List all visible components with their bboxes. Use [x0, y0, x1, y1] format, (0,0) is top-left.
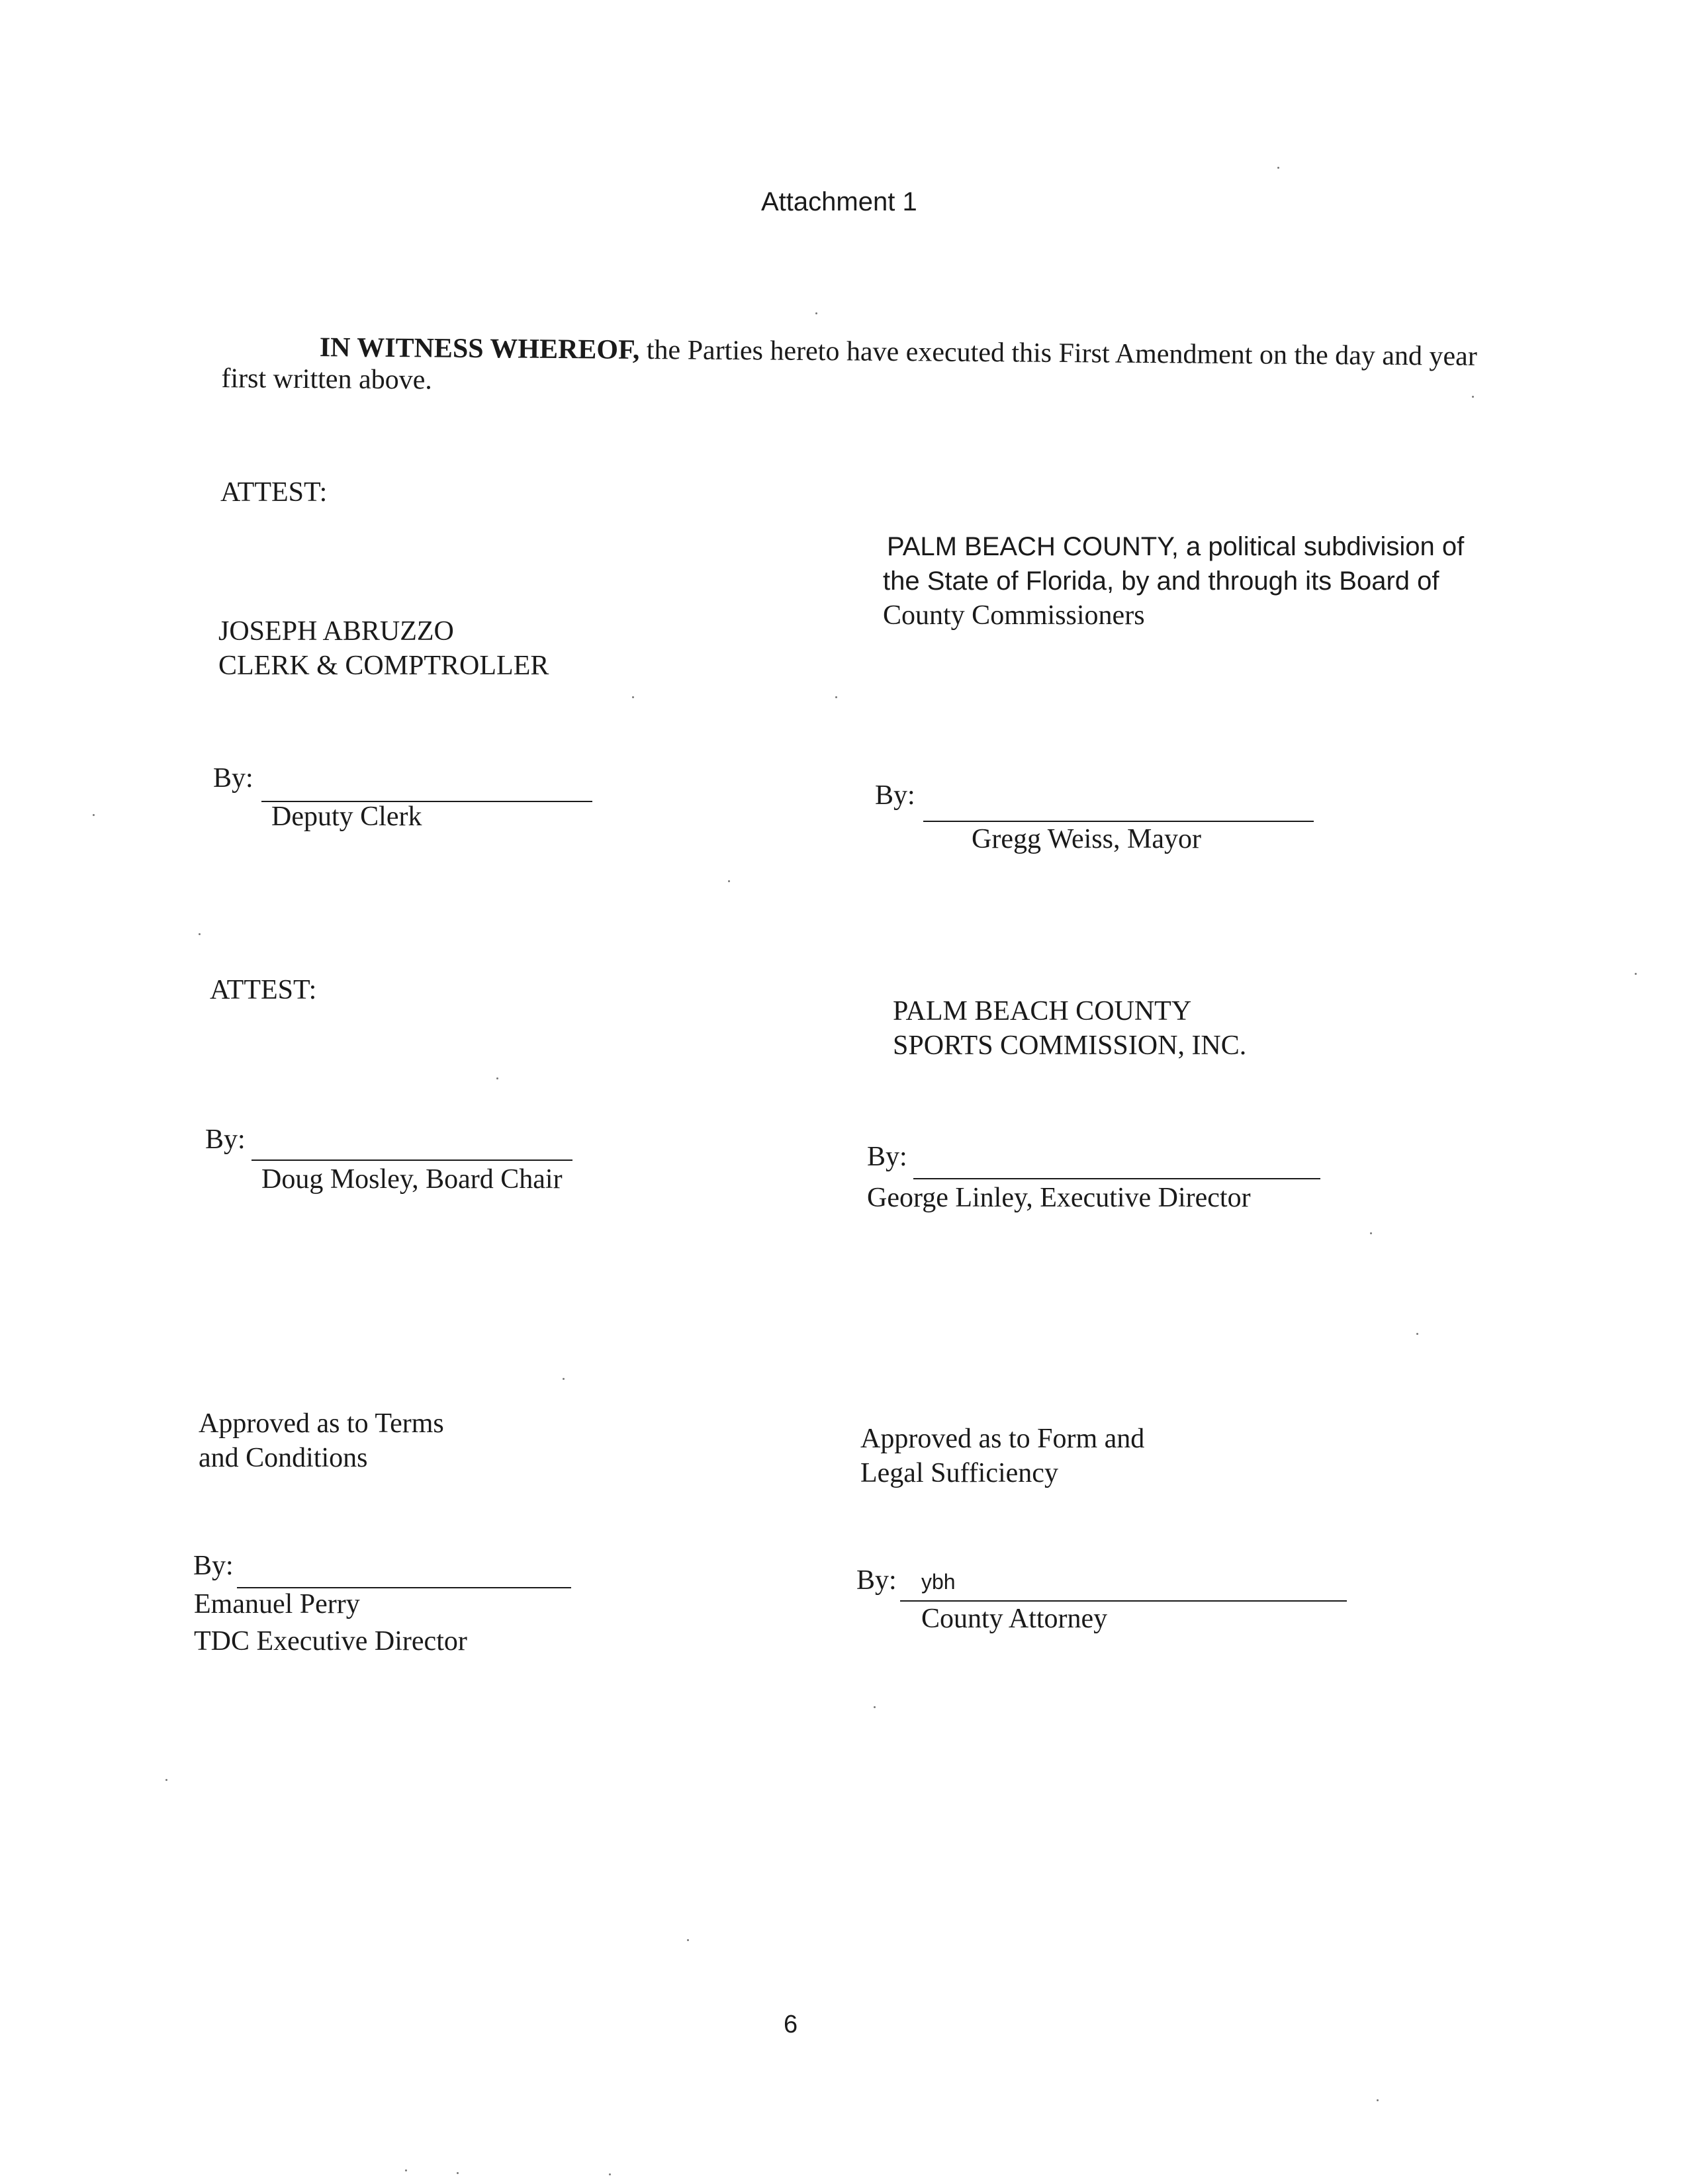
signer-mayor: Gregg Weiss, Mayor — [972, 824, 1201, 854]
scan-speck — [609, 2173, 611, 2175]
scan-speck — [1416, 1333, 1418, 1335]
page-number: 6 — [784, 2011, 798, 2038]
scan-speck — [563, 1378, 565, 1380]
scan-speck — [632, 696, 634, 698]
scan-speck — [687, 1939, 689, 1941]
scan-speck — [728, 880, 730, 882]
attorney-initials: ybh — [921, 1570, 956, 1594]
by-label-executive-director: By: — [867, 1142, 907, 1172]
scan-speck — [165, 1779, 167, 1781]
signer-board-chair: Doug Mosley, Board Chair — [261, 1164, 563, 1195]
scan-speck — [1472, 396, 1474, 398]
signer-tdc-title: TDC Executive Director — [194, 1626, 467, 1657]
county-line-3: County Commissioners — [883, 600, 1145, 631]
org-line-1: PALM BEACH COUNTY — [893, 996, 1192, 1026]
scan-speck — [1377, 2099, 1379, 2101]
by-label-deputy-clerk: By: — [213, 763, 253, 794]
approval-terms-line-1: Approved as to Terms — [199, 1408, 444, 1439]
by-label-county-attorney: By: — [856, 1565, 897, 1596]
signature-line-executive-director[interactable] — [913, 1178, 1320, 1179]
witness-paragraph — [221, 331, 1479, 404]
signature-line-board-chair[interactable] — [251, 1160, 572, 1161]
clerk-name: JOSEPH ABRUZZO — [218, 616, 454, 647]
witness-bold-lead: IN WITNESS WHEREOF, — [319, 332, 640, 365]
approval-terms-line-2: and Conditions — [199, 1443, 368, 1473]
scan-speck — [199, 933, 201, 935]
clerk-title: CLERK & COMPTROLLER — [218, 651, 549, 681]
by-label-mayor: By: — [875, 780, 915, 811]
scan-speck — [815, 312, 817, 314]
scan-speck — [1635, 973, 1637, 975]
county-line-2: the State of Florida, by and through its Board of — [883, 567, 1439, 596]
approval-form-line-2: Legal Sufficiency — [860, 1458, 1058, 1488]
scan-speck — [93, 814, 95, 816]
scan-speck — [405, 2169, 407, 2171]
org-line-2: SPORTS COMMISSION, INC. — [893, 1030, 1247, 1061]
signer-executive-director: George Linley, Executive Director — [867, 1183, 1251, 1213]
scan-speck — [1370, 1232, 1372, 1234]
witness-text: the Parties hereto have executed this First Amendment on the day and year first written above. — [221, 335, 1477, 396]
by-label-board-chair: By: — [205, 1124, 246, 1155]
signer-tdc-name: Emanuel Perry — [194, 1589, 360, 1619]
scan-speck — [835, 696, 837, 698]
approval-form-line-1: Approved as to Form and — [860, 1424, 1145, 1454]
by-label-tdc-director: By: — [193, 1551, 234, 1581]
signer-county-attorney: County Attorney — [921, 1604, 1108, 1634]
scan-speck — [874, 1706, 876, 1708]
attachment-header: Attachment 1 — [761, 187, 917, 216]
signer-deputy-clerk: Deputy Clerk — [271, 801, 422, 832]
attest-label-1: ATTEST: — [220, 477, 328, 508]
attest-label-2: ATTEST: — [210, 975, 317, 1005]
scan-speck — [1277, 167, 1279, 169]
county-line-1: PALM BEACH COUNTY, a political subdivision of — [887, 532, 1465, 561]
scan-speck — [496, 1077, 498, 1079]
scan-speck — [457, 2172, 459, 2174]
